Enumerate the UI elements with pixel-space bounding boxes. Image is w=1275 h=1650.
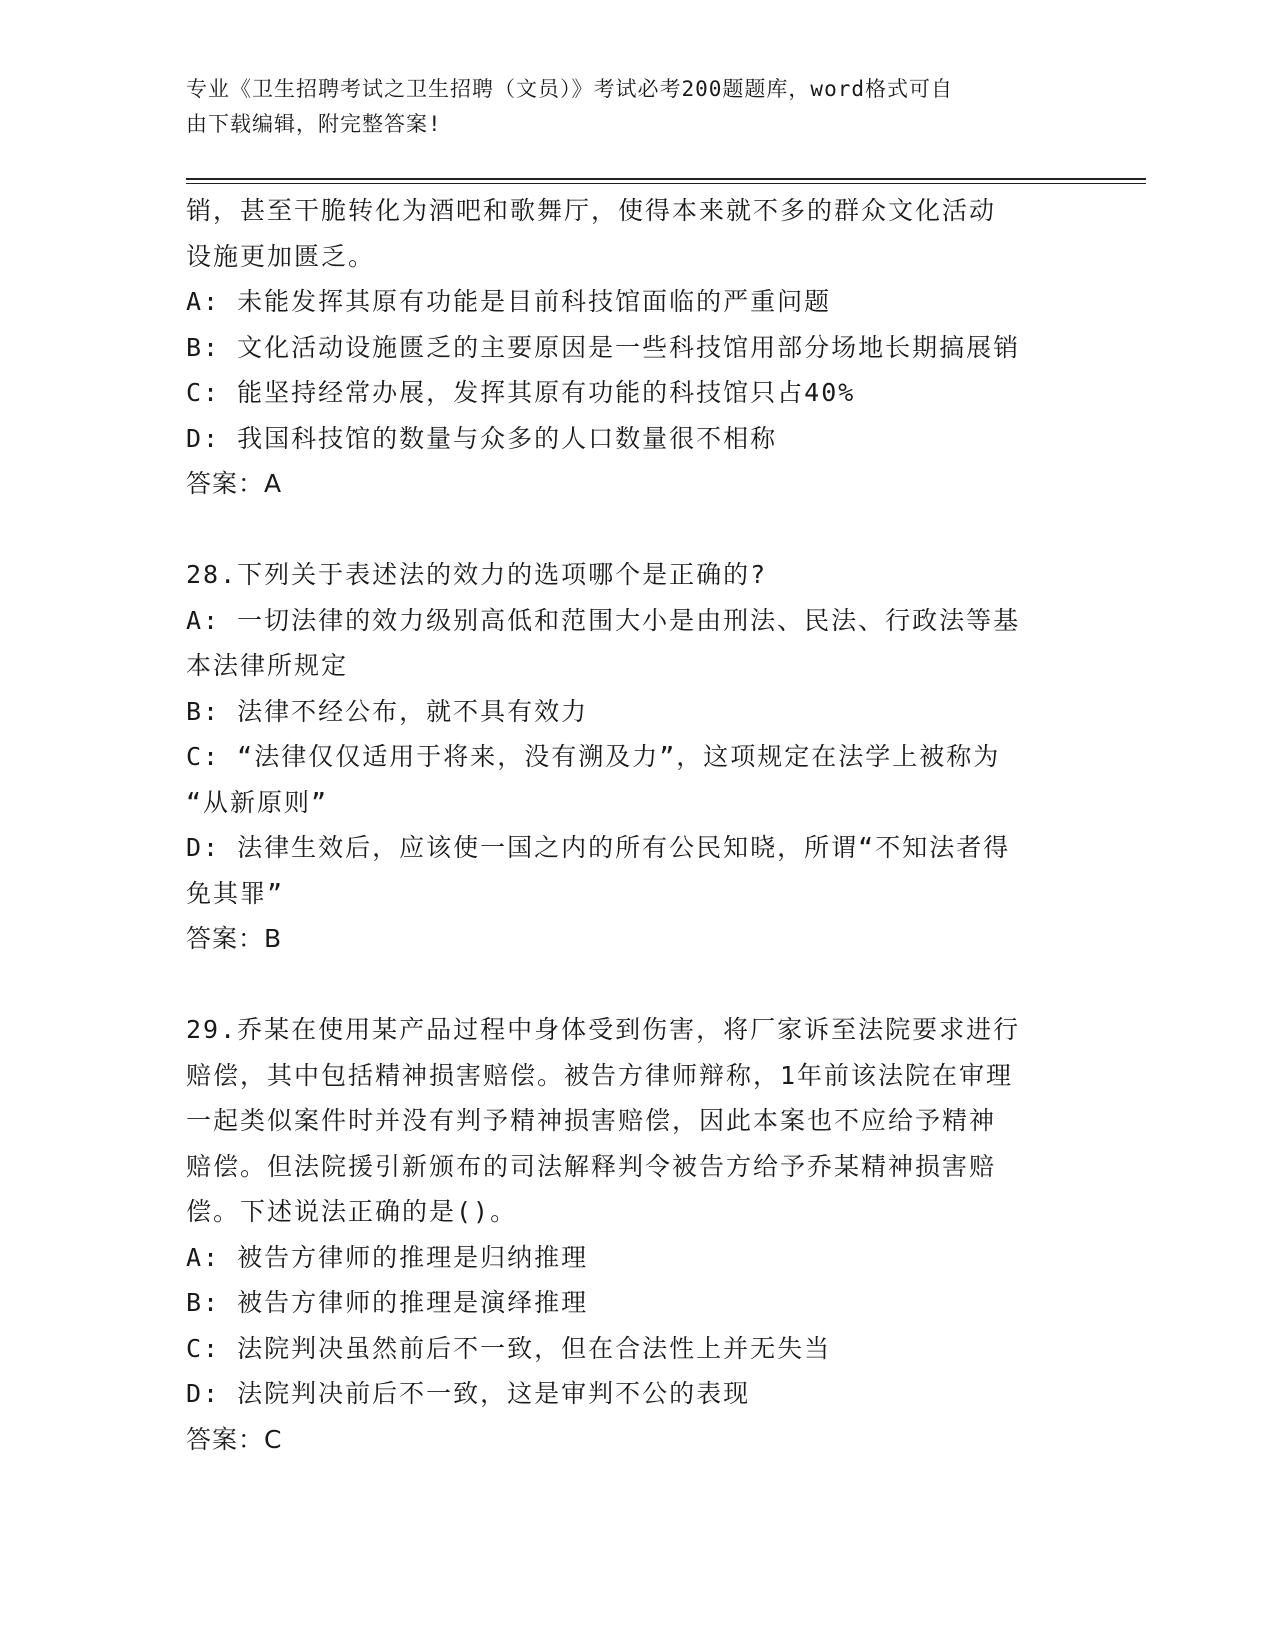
option-a-continued: 本法律所规定 [186,651,349,680]
header-line-2: 由下载编辑，附完整答案! [186,112,442,136]
option-a: A: 被告方律师的推理是归纳推理 [186,1242,589,1272]
question-29 [186,1007,1086,1462]
option-a: A: 一切法律的效力级别高低和范围大小是由刑法、民法、行政法等基 [186,605,1021,635]
option-c: C: 能坚持经常办展，发挥其原有功能的科技馆只占40% [186,378,856,407]
option-c-continued: “从新原则” [186,787,329,817]
option-d: D: 法律生效后，应该使一国之内的所有公民知晓，所谓“不知法者得 [186,833,1011,862]
option-c: C: “法律仅仅适用于将来，没有溯及力”，这项规定在法学上被称为 [186,742,1001,771]
question-28 [186,552,1086,962]
option-d: D: 法院判决前后不一致，这是审判不公的表现 [186,1379,751,1408]
spacer [186,962,1086,1008]
question-stem-line: 设施更加匮乏。 [186,241,376,271]
question-stem-line: 一起类似案件时并没有判予精神损害赔偿，因此本案也不应给予精神 [186,1106,997,1135]
answer-line: 答案：C [186,1424,283,1454]
option-c: C: 法院判决虽然前后不一致，但在合法性上并无失当 [186,1333,832,1363]
option-d: D: 我国科技馆的数量与众多的人口数量很不相称 [186,423,778,453]
option-d-continued: 免其罪” [186,878,285,908]
header-rule-thick [186,178,1146,180]
answer-line: 答案：B [186,924,283,953]
header-rule-thin [186,183,1146,184]
option-b: B: 文化活动设施匮乏的主要原因是一些科技馆用部分场地长期搞展销 [186,332,1021,362]
document-header [186,72,1066,142]
question-stem-line: 偿。下述说法正确的是()。 [186,1197,518,1226]
question-stem-line: 赔偿。但法院援引新颁布的司法解释判令被告方给予乔某精神损害赔 [186,1151,997,1181]
question-stem-line: 销，甚至干脆转化为酒吧和歌舞厅，使得本来就不多的群众文化活动 [186,196,997,225]
option-b: B: 法律不经公布，就不具有效力 [186,696,589,726]
question-stem-line: 29.乔某在使用某产品过程中身体受到伤害，将厂家诉至法院要求进行 [186,1015,1021,1044]
answer-line: 答案：A [186,469,283,498]
question-stem-line: 赔偿，其中包括精神损害赔偿。被告方律师辩称，1年前该法院在审理 [186,1060,1014,1090]
header-line-1: 专业《卫生招聘考试之卫生招聘（文员）》考试必考200题题库，word格式可自 [186,77,953,101]
document-body [186,188,1086,1462]
option-a: A: 未能发挥其原有功能是目前科技馆面临的严重问题 [186,287,832,316]
option-b: B: 被告方律师的推理是演绎推理 [186,1288,589,1317]
question-27-tail [186,188,1086,507]
question-stem-line: 28.下列关于表述法的效力的选项哪个是正确的? [186,560,768,589]
spacer [186,507,1086,553]
